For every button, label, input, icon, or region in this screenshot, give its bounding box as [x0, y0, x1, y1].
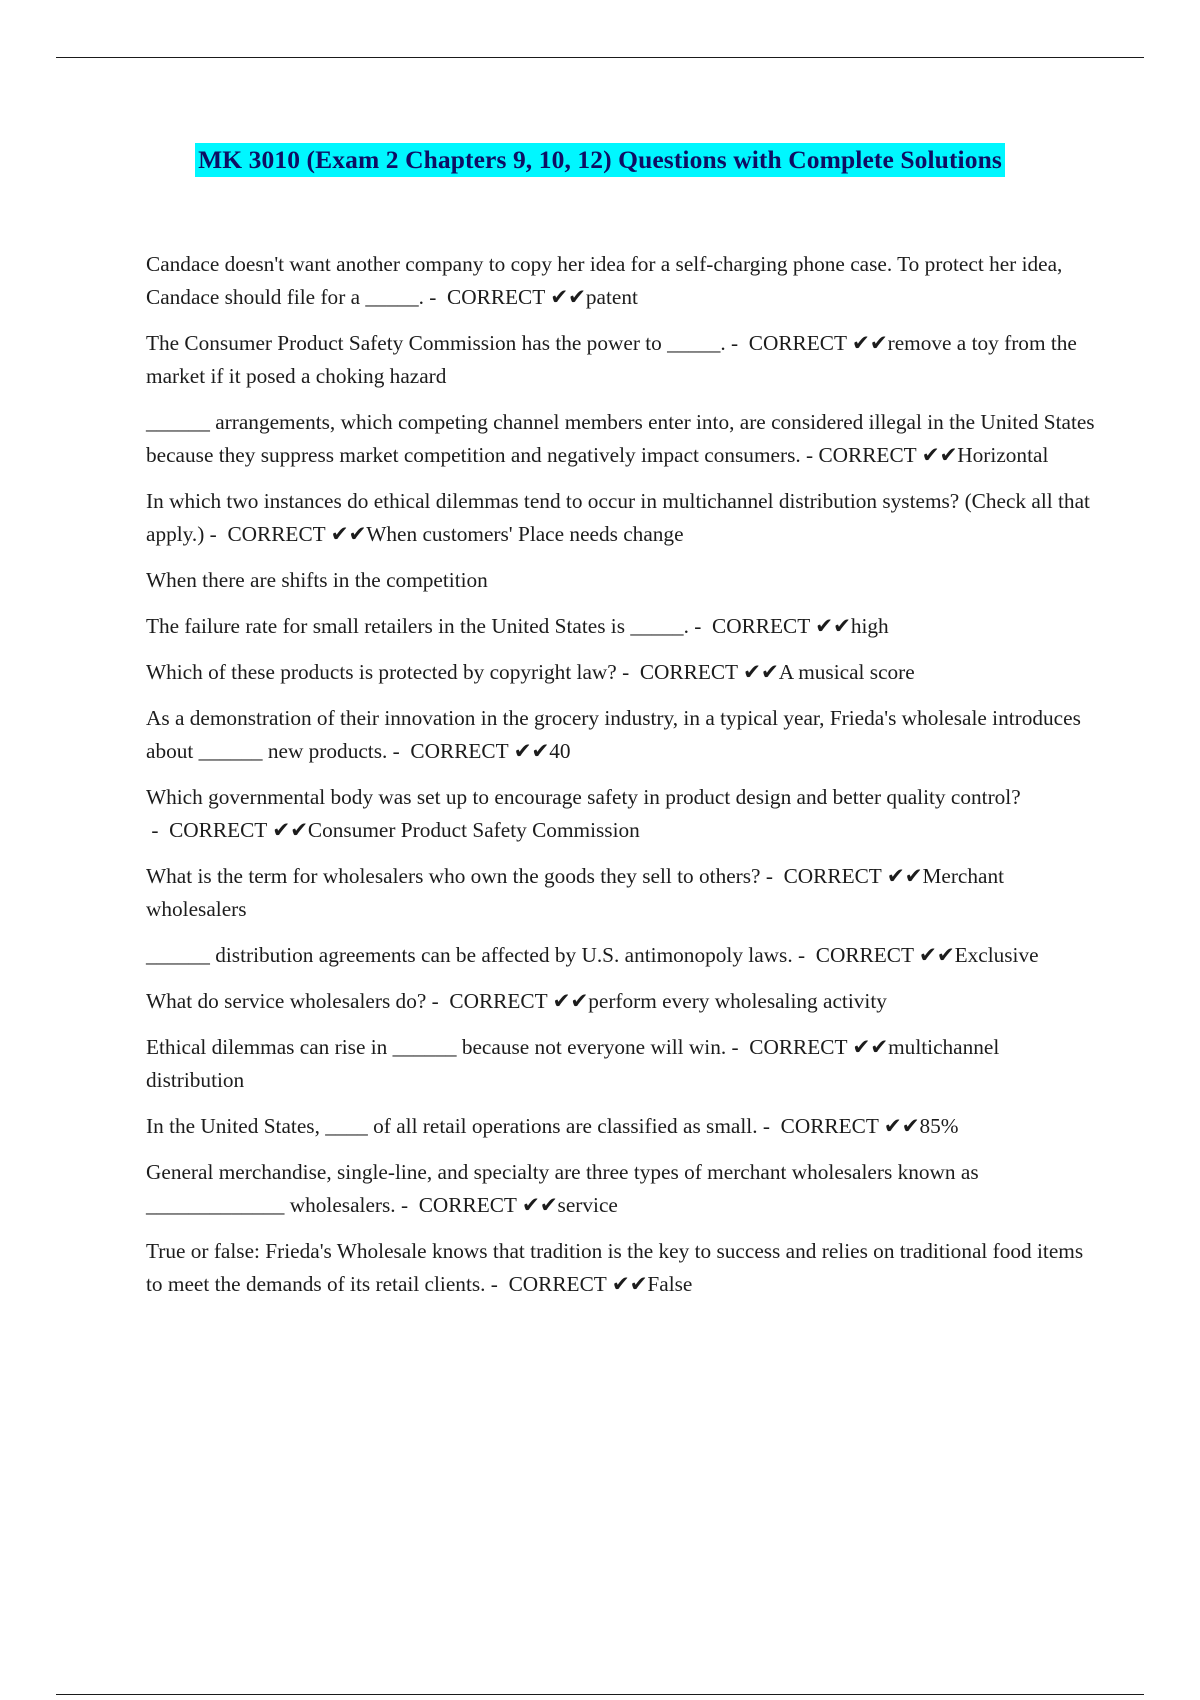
- question-text: General merchandise, single-line, and specialty are three types of merchant wholesalers known as _____________ wholesalers.: [146, 1160, 979, 1217]
- question-text: In which two instances do ethical dilemmas tend to occur in multichannel distribution systems? (Check all that apply.): [146, 489, 1090, 546]
- qa-item: True or false: Frieda's Wholesale knows that tradition is the key to success and relies on traditional food items to meet the demands of its retail clients. - CORRECT ✔✔False: [146, 1239, 1084, 1296]
- answer-text: CORRECT ✔✔service: [418, 1193, 618, 1217]
- answer-text: CORRECT ✔✔Merchant wholesalers: [146, 864, 1005, 921]
- qa-item: What do service wholesalers do? - CORRECT ✔✔perform every wholesaling activity: [146, 989, 887, 1013]
- qa-item: In which two instances do ethical dilemmas tend to occur in multichannel distribution systems? (Check all that apply.) - CORRECT ✔✔When customers' Place needs change: [146, 489, 1090, 546]
- question-text: The failure rate for small retailers in the United States is _____.: [146, 614, 689, 638]
- qa-item: ______ arrangements, which competing channel members enter into, are considered illegal in the United States because they suppress market competition and negatively impact consumers. - CORRECT ✔✔Horizontal: [146, 410, 1095, 467]
- question-text: In the United States, ____ of all retail operations are classified as small.: [146, 1114, 758, 1138]
- answer-continuation-text: When there are shifts in the competition: [146, 568, 488, 592]
- question-text: ______ distribution agreements can be affected by U.S. antimonopoly laws.: [146, 943, 793, 967]
- question-text: True or false: Frieda's Wholesale knows that tradition is the key to success and relies on traditional food items to meet the demands of its retail clients.: [146, 1239, 1084, 1296]
- answer-text: CORRECT ✔✔When customers' Place needs change: [227, 522, 684, 546]
- question-text: Ethical dilemmas can rise in ______ because not everyone will win.: [146, 1035, 727, 1059]
- answer-text: CORRECT ✔✔False: [508, 1272, 693, 1296]
- answer-text: CORRECT ✔✔Consumer Product Safety Commission: [169, 818, 640, 842]
- answer-text: CORRECT ✔✔remove a toy from the market if it posed a choking hazard: [146, 331, 1077, 388]
- qa-item: ______ distribution agreements can be affected by U.S. antimonopoly laws. - CORRECT ✔✔Exclusive: [146, 943, 1039, 967]
- answer-text: CORRECT ✔✔Horizontal: [818, 443, 1049, 467]
- question-text: Which governmental body was set up to encourage safety in product design and better quality control?: [146, 785, 1021, 809]
- answer-text: CORRECT ✔✔Exclusive: [815, 943, 1039, 967]
- answer-text: CORRECT ✔✔85%: [780, 1114, 959, 1138]
- qa-item: Candace doesn't want another company to copy her idea for a self-charging phone case. To protect her idea, Candace should file for a _____. - CORRECT ✔✔patent: [146, 252, 1063, 309]
- qa-item: The Consumer Product Safety Commission has the power to _____. - CORRECT ✔✔remove a toy from the market if it posed a choking hazard: [146, 331, 1077, 388]
- qa-item-continuation: [146, 564, 1096, 597]
- question-text: Candace doesn't want another company to copy her idea for a self-charging phone case. To protect her idea, Candace should file for a _____.: [146, 252, 1063, 309]
- qa-list: [146, 248, 1096, 1314]
- question-text: As a demonstration of their innovation in the grocery industry, in a typical year, Frieda's wholesale introduces about ______ new products.: [146, 706, 1081, 763]
- qa-item: Ethical dilemmas can rise in ______ because not everyone will win. - CORRECT ✔✔multichannel distribution: [146, 1035, 1000, 1092]
- question-text: ______ arrangements, which competing channel members enter into, are considered illegal in the United States because they suppress market competition and negatively impact consumers.: [146, 410, 1095, 467]
- answer-text: CORRECT ✔✔high: [711, 614, 889, 638]
- question-text: Which of these products is protected by copyright law?: [146, 660, 617, 684]
- answer-text: CORRECT ✔✔40: [410, 739, 571, 763]
- question-text: What do service wholesalers do?: [146, 989, 427, 1013]
- answer-text: CORRECT ✔✔A musical score: [639, 660, 915, 684]
- qa-item: Which of these products is protected by copyright law? - CORRECT ✔✔A musical score: [146, 660, 915, 684]
- question-text: What is the term for wholesalers who own the goods they sell to others?: [146, 864, 761, 888]
- answer-text: CORRECT ✔✔perform every wholesaling activity: [449, 989, 887, 1013]
- document-title: MK 3010 (Exam 2 Chapters 9, 10, 12) Questions with Complete Solutions: [195, 143, 1005, 177]
- title-container: [0, 143, 1200, 177]
- qa-item: As a demonstration of their innovation in the grocery industry, in a typical year, Frieda's wholesale introduces about ______ new products. - CORRECT ✔✔40: [146, 706, 1081, 763]
- qa-item: General merchandise, single-line, and specialty are three types of merchant wholesalers known as _____________ wholesalers. - CORRECT ✔✔service: [146, 1160, 979, 1217]
- bottom-rule: [56, 1694, 1144, 1695]
- qa-item: In the United States, ____ of all retail operations are classified as small. - CORRECT ✔✔85%: [146, 1114, 959, 1138]
- qa-item: The failure rate for small retailers in the United States is _____. - CORRECT ✔✔high: [146, 614, 889, 638]
- top-rule: [56, 57, 1144, 58]
- answer-text: CORRECT ✔✔multichannel distribution: [146, 1035, 1000, 1092]
- answer-text: CORRECT ✔✔patent: [447, 285, 638, 309]
- qa-item: Which governmental body was set up to encourage safety in product design and better quality control? - CORRECT ✔✔Consumer Product Safety Commission: [146, 785, 1021, 842]
- question-text: The Consumer Product Safety Commission has the power to _____.: [146, 331, 726, 355]
- qa-item: What is the term for wholesalers who own the goods they sell to others? - CORRECT ✔✔Merchant wholesalers: [146, 864, 1005, 921]
